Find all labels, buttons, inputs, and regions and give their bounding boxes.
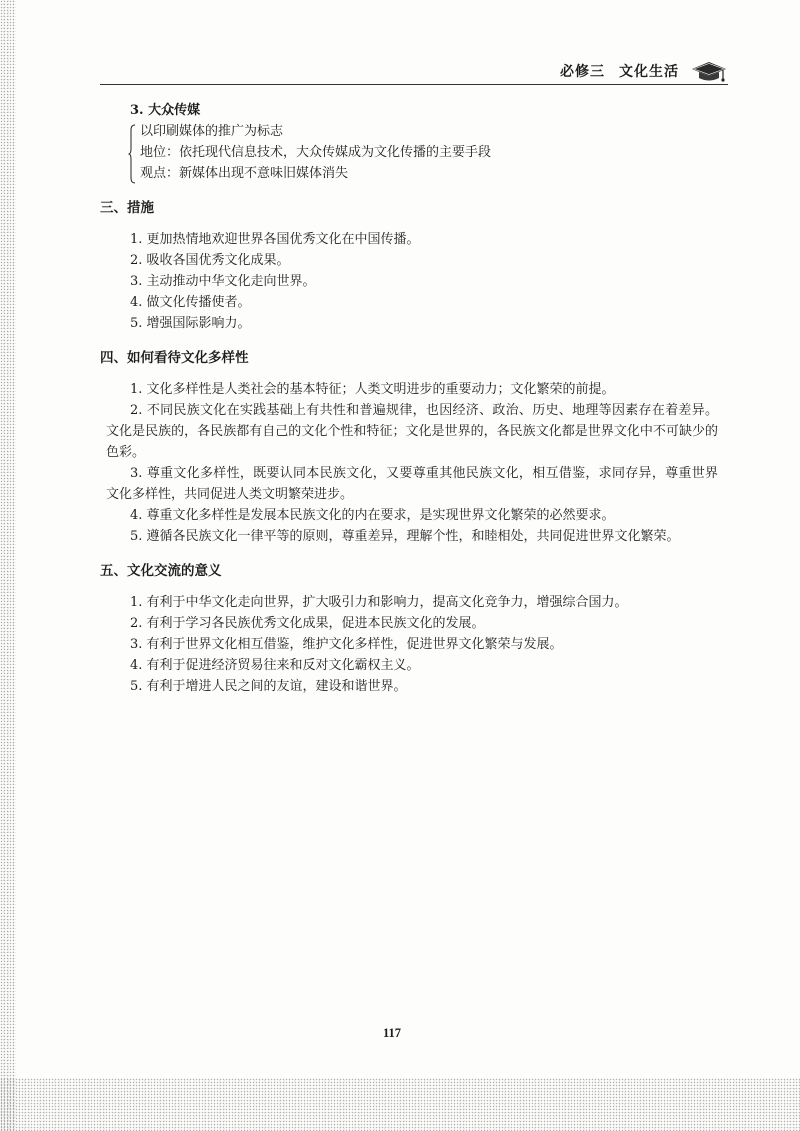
list-item: 1. 有利于中华文化走向世界，扩大吸引力和影响力，提高文化竞争力，增强综合国力。	[130, 595, 628, 610]
section-list	[106, 379, 718, 547]
page-content	[100, 100, 718, 711]
brace-icon	[128, 124, 136, 184]
page-number: 117	[383, 1026, 402, 1040]
section-list	[106, 592, 718, 697]
scan-noise-bottom	[0, 1078, 800, 1131]
section-list	[106, 229, 718, 334]
list-item: 5. 增强国际影响力。	[130, 316, 251, 331]
brace-line: 地位：依托现代信息技术，大众传媒成为文化传播的主要手段	[140, 145, 492, 160]
section-title: 四、如何看待文化多样性	[100, 350, 249, 366]
list-item: 2. 吸收各国优秀文化成果。	[130, 253, 290, 268]
list-item: 1. 更加热情地欢迎世界各国优秀文化在中国传播。	[130, 232, 420, 247]
list-item: 5. 有利于增进人民之间的友谊，建设和谐世界。	[130, 679, 407, 694]
header-title: 文化生活	[619, 64, 679, 80]
brace-line: 观点：新媒体出现不意味旧媒体消失	[140, 166, 349, 181]
list-item: 1. 文化多样性是人类社会的基本特征；人类文明进步的重要动力；文化繁荣的前提。	[130, 382, 615, 397]
list-item: 3. 主动推动中华文化走向世界。	[130, 274, 316, 289]
brace-line: 以印刷媒体的推广为标志	[140, 124, 284, 139]
list-item: 4. 有利于促进经济贸易往来和反对文化霸权主义。	[130, 658, 420, 673]
section-title: 三、措施	[100, 200, 154, 216]
list-item: 2. 有利于学习各民族优秀文化成果，促进本民族文化的发展。	[130, 616, 485, 631]
list-item: 2. 不同民族文化在实践基础上有共性和普遍规律，也因经济、政治、历史、地理等因素存在着差异。文化是民族的，各民族都有自己的文化个性和特征；文化是世界的，各民族文化都是世界文化中不可缺少的色彩。	[106, 403, 718, 460]
running-header	[560, 61, 679, 81]
header-rule	[100, 84, 728, 85]
list-item: 3. 有利于世界文化相互借鉴，维护文化多样性，促进世界文化繁荣与发展。	[130, 637, 563, 652]
header-book: 必修三	[560, 64, 605, 80]
list-item: 5. 遵循各民族文化一律平等的原则，尊重差异，理解个性，和睦相处，共同促进世界文化繁荣。	[130, 529, 680, 544]
scan-noise-left	[0, 0, 16, 1131]
subsection-title: 3. 大众传媒	[130, 103, 201, 118]
brace-list	[132, 121, 718, 184]
list-item: 4. 尊重文化多样性是发展本民族文化的内在要求，是实现世界文化繁荣的必然要求。	[130, 508, 615, 523]
section-title: 五、文化交流的意义	[100, 563, 222, 579]
list-item: 3. 尊重文化多样性，既要认同本民族文化，又要尊重其他民族文化，相互借鉴，求同存异，尊重世界文化多样性，共同促进人类文明繁荣进步。	[106, 466, 718, 502]
graduation-cap-icon	[690, 58, 728, 84]
list-item: 4. 做文化传播使者。	[130, 295, 251, 310]
